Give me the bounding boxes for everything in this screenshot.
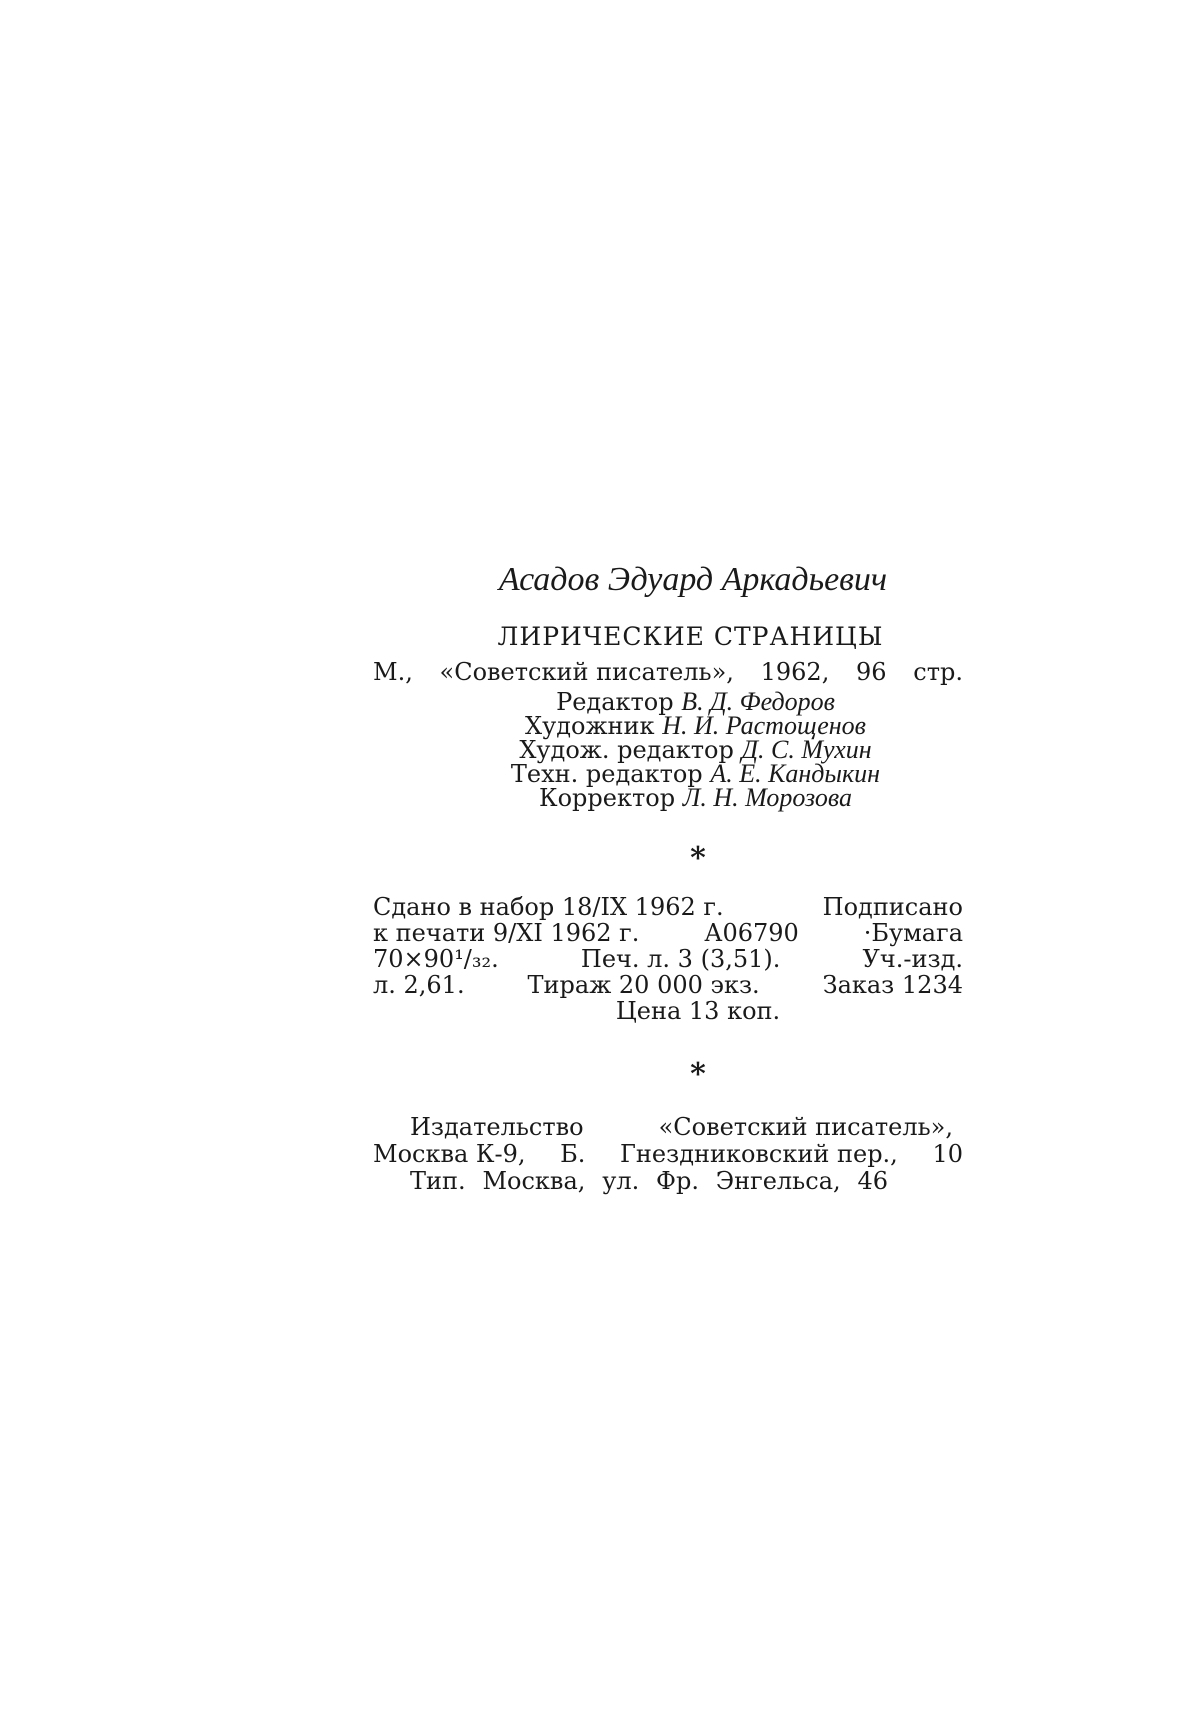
staff-role: Редактор [556, 688, 674, 716]
publication-city: М., [373, 658, 413, 686]
staff-row [373, 783, 963, 812]
publisher-line [373, 1168, 963, 1195]
staff-row [373, 711, 963, 740]
publisher-cell: Тип. [410, 1167, 466, 1195]
book-author: Асадов Эдуард Аркадьевич [498, 561, 888, 598]
publisher-cell: Издательство [410, 1113, 584, 1141]
publisher-cell: Гнездниковский пер., [620, 1140, 898, 1168]
print-row [373, 946, 963, 972]
staff-row [373, 759, 963, 788]
publisher-line [373, 1141, 963, 1168]
publication-year: 1962, [760, 658, 830, 686]
print-cell: Заказ 1234 [822, 971, 963, 999]
publisher-cell: Энгельса, [715, 1167, 841, 1195]
staff-list [373, 687, 963, 812]
print-cell: л. 2,61. [373, 971, 465, 999]
book-title: ЛИРИЧЕСКИЕ СТРАНИЦЫ [497, 622, 884, 651]
publisher-cell: 10 [932, 1140, 963, 1168]
print-cell: к печати 9/XI 1962 г. [373, 919, 640, 947]
staff-name: А. Е. Кандыкин [710, 759, 881, 788]
print-cell: Тираж 20 000 экз. [527, 971, 760, 999]
staff-role: Худож. редактор [519, 736, 734, 764]
staff-role: Техн. редактор [510, 760, 703, 788]
staff-role: Корректор [539, 784, 676, 812]
publisher-cell: Фр. [656, 1167, 699, 1195]
print-cell: Сдано в набор 18/IX 1962 г. [373, 893, 724, 921]
print-cell: Подписано [822, 893, 963, 921]
print-cell: ·Бумага [863, 919, 963, 947]
publisher-details [373, 1114, 963, 1195]
section-separator: * [690, 1057, 706, 1092]
publisher-cell: Москва, [482, 1167, 586, 1195]
staff-name: Л. Н. Морозова [682, 783, 852, 812]
staff-name: В. Д. Федоров [681, 687, 835, 716]
colophon [373, 560, 963, 1195]
print-cell: Печ. л. 3 (3,51). [580, 945, 781, 973]
publisher-line [373, 1114, 963, 1141]
section-separator: * [690, 841, 706, 876]
publisher-cell: Москва К-9, [373, 1140, 526, 1168]
publication-pages: 96 [856, 658, 887, 686]
print-row [373, 894, 963, 920]
publication-pages-unit: стр. [913, 658, 963, 686]
print-row [373, 972, 963, 998]
print-cell: 70×90¹/₃₂. [373, 945, 499, 973]
print-row [373, 920, 963, 946]
print-cell: Уч.-изд. [862, 945, 963, 973]
publisher-cell: ул. [602, 1167, 640, 1195]
staff-name: Н. И. Растощенов [662, 711, 866, 740]
publisher-cell: Б. [560, 1140, 586, 1168]
print-details [373, 894, 963, 1024]
publication-publisher: «Советский писатель», [439, 658, 734, 686]
staff-role: Художник [525, 712, 655, 740]
publication-line [373, 658, 963, 686]
print-cell: А06790 [704, 919, 799, 947]
staff-name: Д. С. Мухин [741, 735, 872, 764]
price-row [373, 998, 963, 1024]
publisher-cell: «Советский писатель», [658, 1113, 953, 1141]
price: Цена 13 коп. [615, 997, 781, 1025]
publisher-cell: 46 [857, 1167, 888, 1195]
